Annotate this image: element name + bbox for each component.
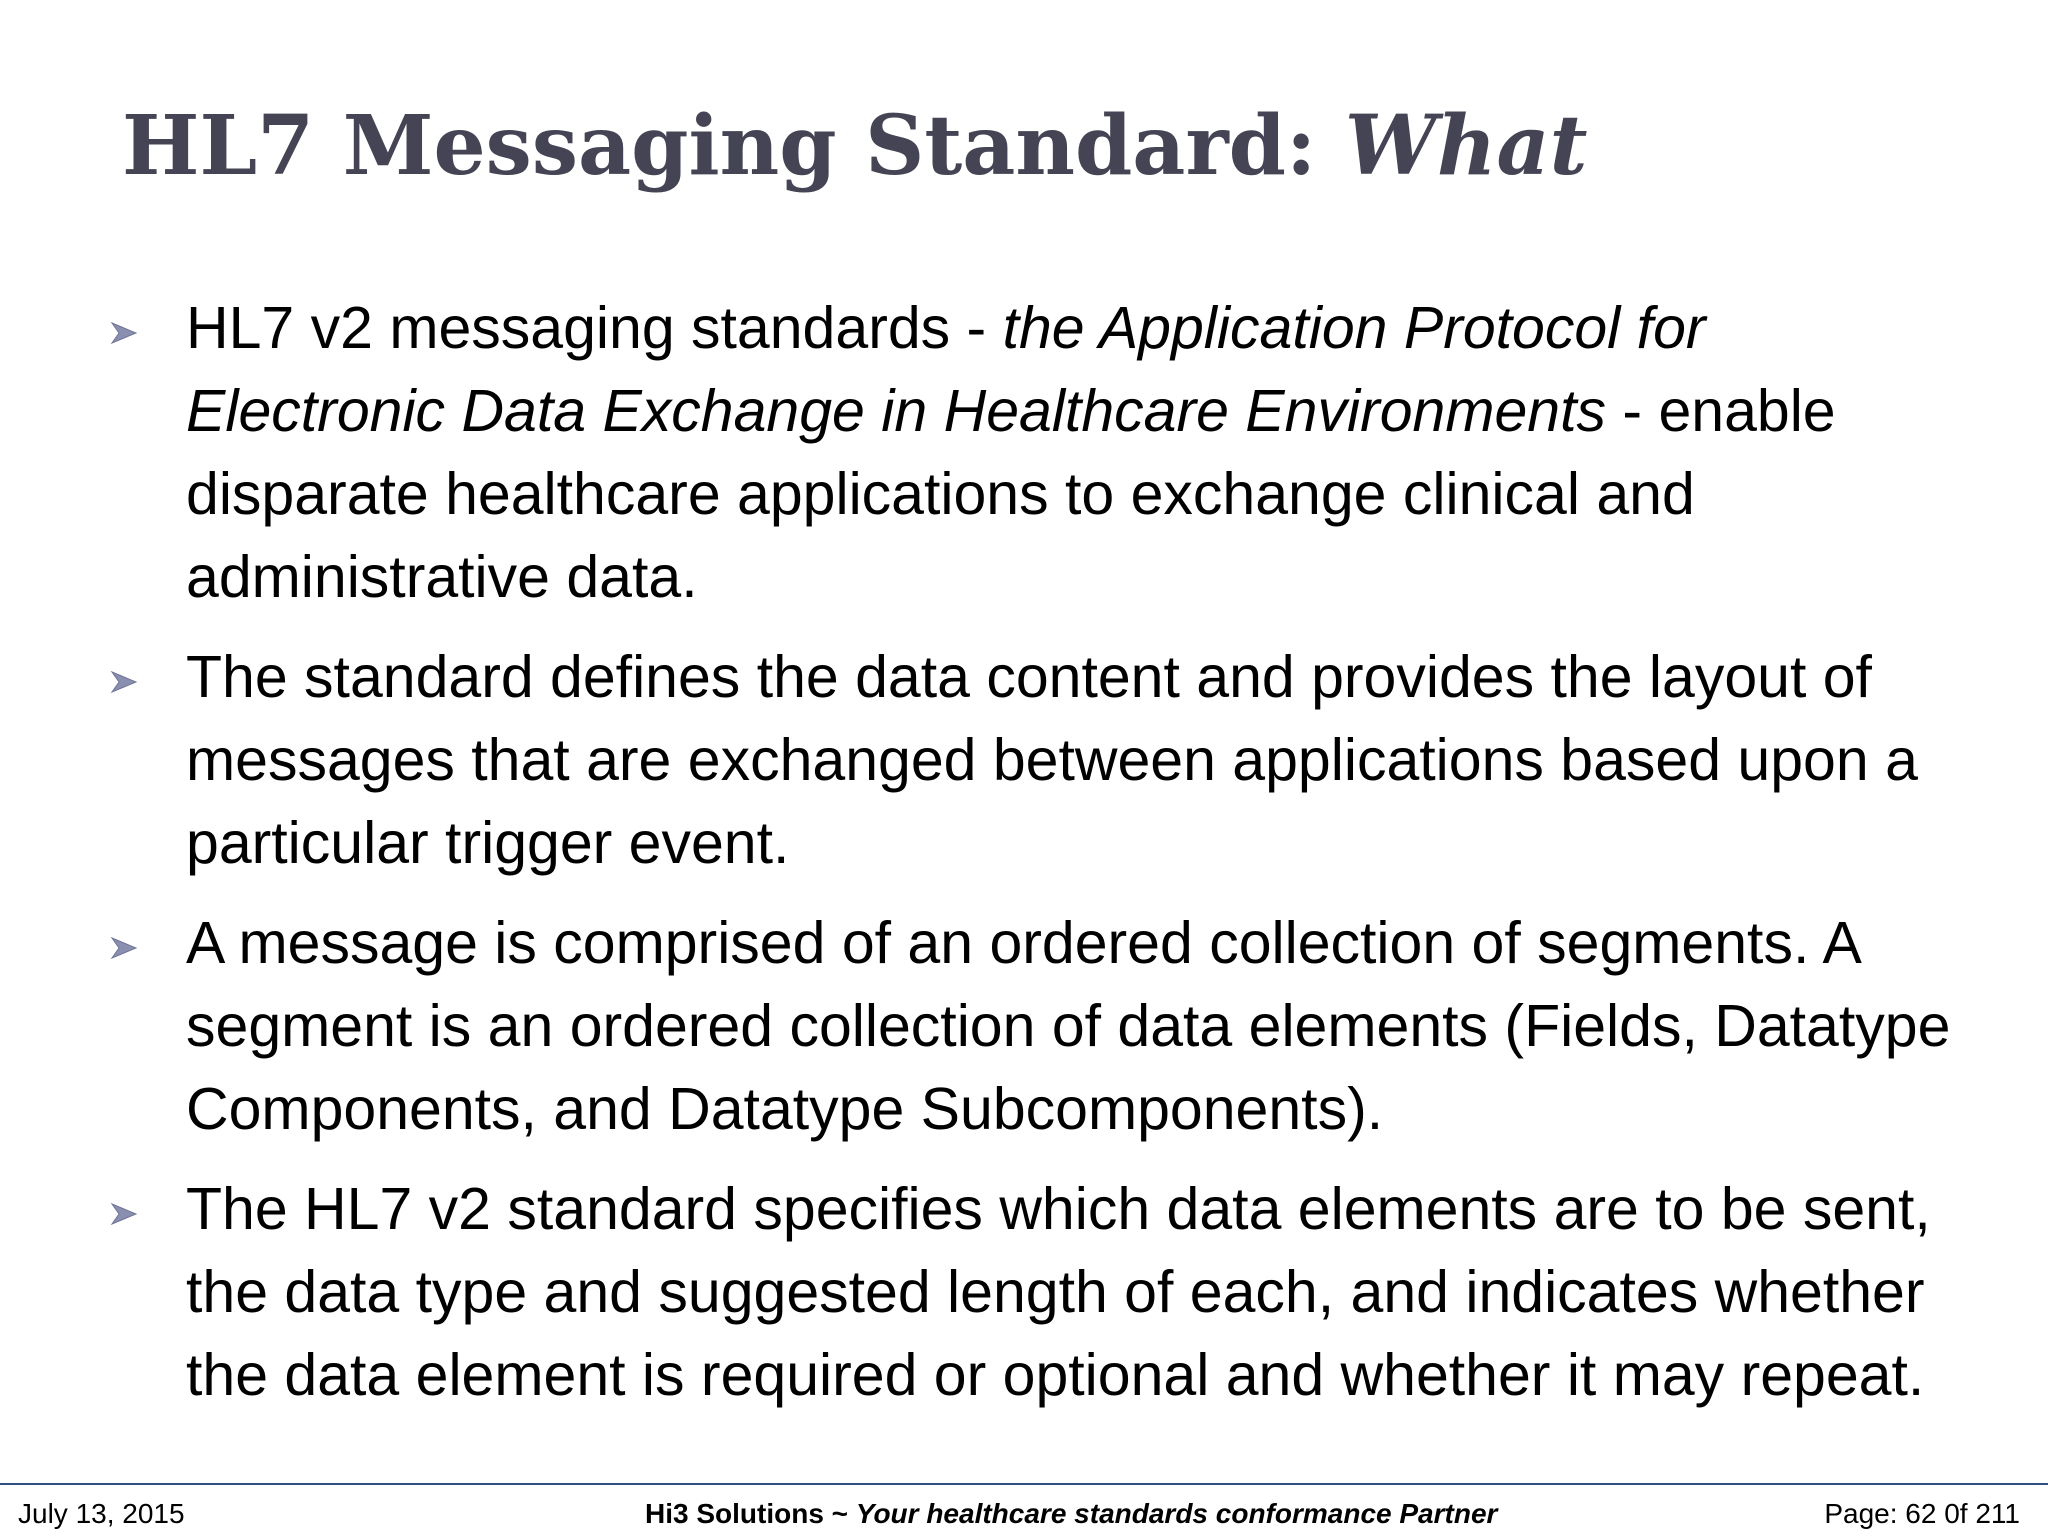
- arrowhead-bullet-icon: [110, 934, 138, 962]
- footer-page-number: Page: 62 0f 211: [1824, 1498, 2020, 1529]
- bullet-list: [110, 287, 1960, 1434]
- bullet-text: - enable disparate healthcare applications to exchange clinical and administrative data.: [186, 378, 1836, 610]
- title-main: HL7 Messaging Standard:: [122, 98, 1345, 194]
- bullet-item: [110, 287, 1960, 619]
- footer-company: [645, 1496, 1497, 1532]
- footer-date: July 13, 2015: [18, 1498, 185, 1529]
- bullet-item: [110, 1168, 1960, 1417]
- arrowhead-bullet-icon: [110, 668, 138, 696]
- arrowhead-bullet-icon: [110, 319, 138, 347]
- footer-company-name: Hi3 Solutions ~: [645, 1498, 856, 1529]
- bullet-text: The HL7 v2 standard specifies which data elements are to be sent, the data type and suggested length of each, and indicates whether the data element is required or optional and whether it may repeat.: [186, 1176, 1931, 1408]
- arrowhead-bullet-icon: [110, 1200, 138, 1228]
- bullet-item: [110, 902, 1960, 1151]
- bullet-text: HL7 v2 messaging standards -: [186, 295, 1003, 361]
- footer-tagline: Your healthcare standards conformance Partner: [855, 1498, 1498, 1529]
- footer-divider: [0, 1483, 2048, 1485]
- bullet-text-italic: the Application Protocol for Electronic Data Exchange in Healthcare Environments: [186, 295, 1706, 444]
- bullet-text: A message is comprised of an ordered collection of segments. A segment is an ordered collection of data elements (Fields, Datatype Components, and Datatype Subcomponents).: [186, 910, 1951, 1142]
- bullet-item: [110, 636, 1960, 885]
- title-emphasis: What: [1344, 98, 1588, 194]
- slide-title: [122, 96, 1588, 196]
- bullet-text: The standard defines the data content and provides the layout of messages that are exchanged between applications based upon a particular trigger event.: [186, 644, 1918, 876]
